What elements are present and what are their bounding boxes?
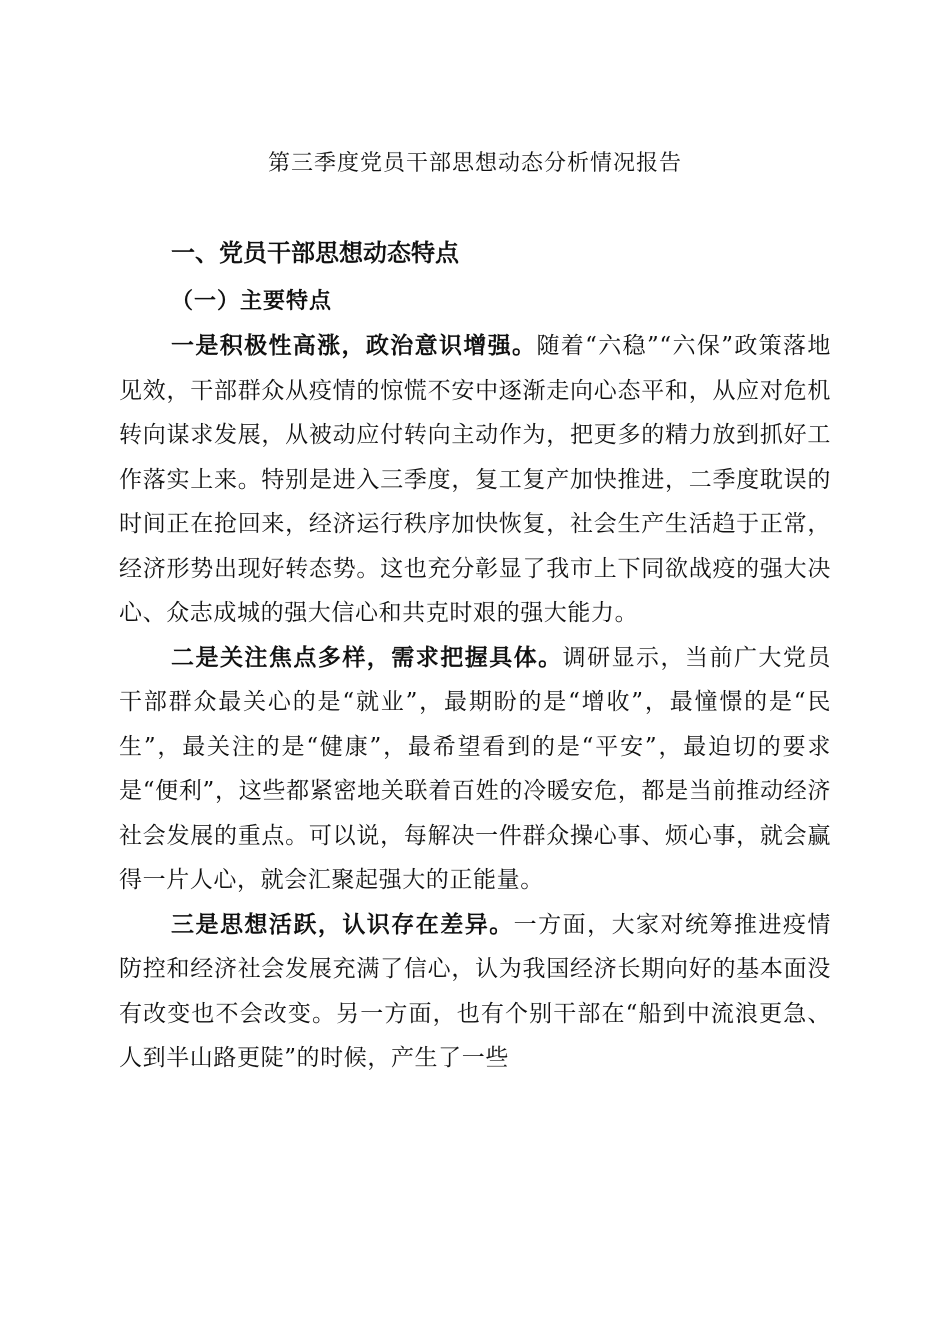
document-body (119, 228, 831, 1081)
paragraph-1-body: 随着“六稳”“六保”政策落地见效，干部群众从疫情的惊慌不安中逐渐走向心态平和，从应对危机转向谋求发展，从被动应付转向主动作为，把更多的精力放到抓好工作落实上来。特别是进入三季度，复工复产加快推进，二季度耽误的时间正在抢回来，经济运行秩序加快恢复，社会生产生活趋于正常，经济形势出现好转态势。这也充分彰显了我市上下同欲战疫的强大决心、众志成城的强大信心和共克时艰的强大能力。 (119, 333, 832, 626)
paragraph-1 (119, 324, 831, 636)
paragraph-2 (119, 636, 831, 903)
paragraph-2-lead: 二是关注焦点多样，需求把握具体。 (171, 644, 563, 671)
section-heading: 一、党员干部思想动态特点 (171, 239, 459, 267)
paragraph-3-lead: 三是思想活跃，认识存在差异。 (171, 911, 514, 938)
paragraph-2-body: 调研显示，当前广大党员干部群众最关心的是“就业”，最期盼的是“增收”，最憧憬的是“民生”，最关注的是“健康”，最希望看到的是“平安”，最迫切的要求是“便利”，这些都紧密地关联着百姓的冷暖安危，都是当前推动经济社会发展的重点。可以说，每解决一件群众操心事、烦心事，就会赢得一片人心，就会汇聚起强大的正能量。 (119, 644, 831, 893)
paragraph-3-body: 一方面，大家对统筹推进疫情防控和经济社会发展充满了信心，认为我国经济长期向好的基本面没有改变也不会改变。另一方面，也有个别干部在“船到中流浪更急、人到半山路更陡”的时候，产生了一些 (119, 911, 831, 1071)
paragraph-3 (119, 903, 831, 1081)
document-title: 第三季度党员干部思想动态分析情况报告 (267, 151, 682, 176)
paragraph-1-lead: 一是积极性高涨，政治意识增强。 (171, 333, 537, 359)
subsection-heading: （一）主要特点 (171, 288, 333, 314)
